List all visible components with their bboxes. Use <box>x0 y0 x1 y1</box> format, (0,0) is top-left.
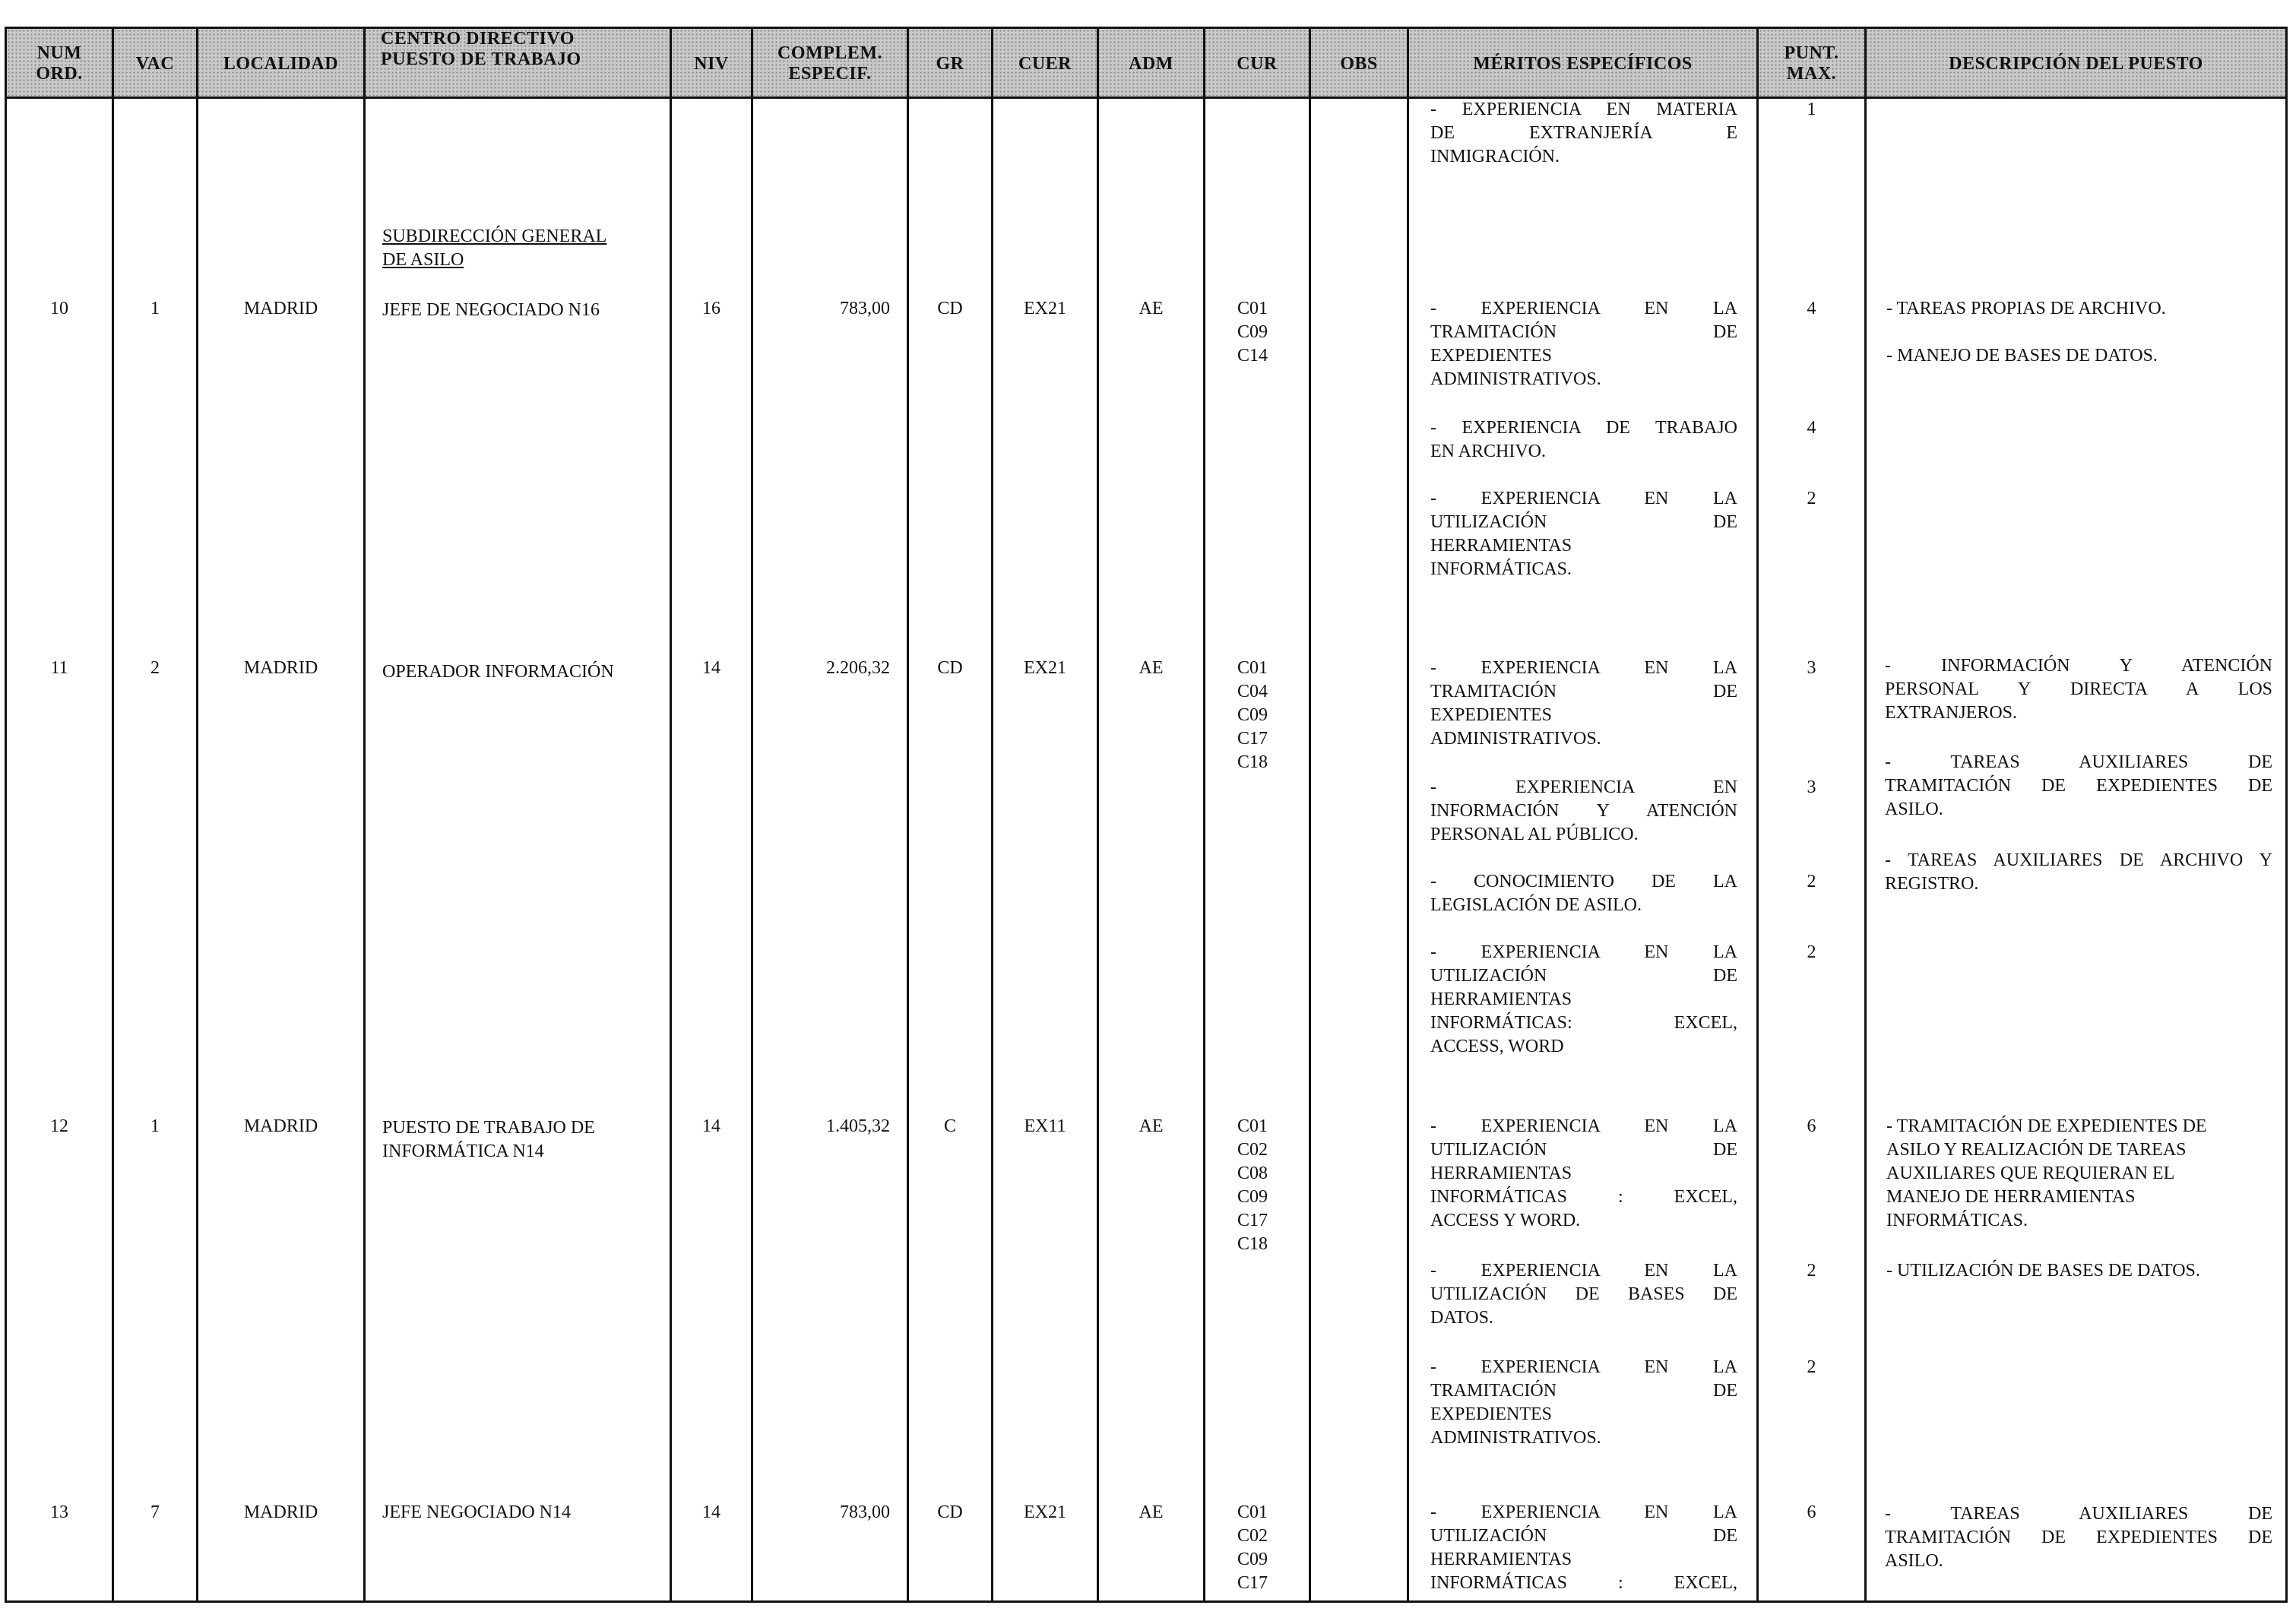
row-puesto <box>382 1501 571 1524</box>
cur-code: C18 <box>1237 752 1268 772</box>
col-divider <box>670 27 672 1603</box>
row-niv: 14 <box>702 1502 720 1522</box>
cur-code: C17 <box>1237 1573 1268 1593</box>
row-localidad: MADRID <box>243 1502 318 1522</box>
descripcion-line: EXTRANJEROS. <box>1885 703 2018 723</box>
col-divider <box>1097 27 1099 1603</box>
merit-line: INFORMACIÓN Y ATENCIÓN <box>1430 801 1737 821</box>
row-puesto-line: INFORMÁTICA N14 <box>382 1141 544 1161</box>
merit-line: - EXPERIENCIA EN LA <box>1430 658 1737 678</box>
merit-line: - EXPERIENCIA EN LA <box>1430 942 1737 962</box>
header-localidad <box>198 29 363 99</box>
row-puesto-line: OPERADOR INFORMACIÓN <box>382 662 614 682</box>
row-puesto-line: JEFE NEGOCIADO N14 <box>382 1502 571 1522</box>
merit-block <box>1430 1115 1737 1233</box>
header-descripcion <box>1867 29 2285 99</box>
merit-line: - EXPERIENCIA EN LA <box>1430 1116 1737 1136</box>
col-divider <box>1407 27 1409 1603</box>
merit-line: EXPEDIENTES <box>1430 705 1552 725</box>
merit-points: 4 <box>1807 418 1816 438</box>
header-vac-label: VAC <box>135 53 175 74</box>
row-adm: AE <box>1138 1116 1164 1136</box>
merit-line: LEGISLACIÓN DE ASILO. <box>1430 895 1642 915</box>
descripcion-block <box>1885 751 2272 822</box>
section-heading <box>382 225 606 272</box>
merit-line: ACCESS, WORD <box>1430 1037 1564 1056</box>
row-complem: 2.206,32 <box>826 658 890 678</box>
header-cur <box>1205 29 1309 99</box>
row-puesto <box>382 660 614 684</box>
descripcion-line: - MANEJO DE BASES DE DATOS. <box>1886 346 2158 366</box>
descripcion-line: MANEJO DE HERRAMIENTAS <box>1886 1187 2136 1207</box>
header-adm <box>1099 29 1203 99</box>
cur-code: C01 <box>1237 1116 1268 1136</box>
merit-points: 2 <box>1807 489 1816 508</box>
header-cuer-label: CUER <box>1018 53 1072 74</box>
row-puesto <box>382 299 600 322</box>
header-descripcion-label: DESCRIPCIÓN DEL PUESTO <box>1949 53 2203 74</box>
row-niv: 14 <box>702 1116 720 1136</box>
header-complem <box>753 29 907 99</box>
descripcion-line: - INFORMACIÓN Y ATENCIÓN <box>1885 656 2272 676</box>
header-vac <box>114 29 196 99</box>
descripcion-block <box>1885 654 2272 725</box>
merit-block <box>1430 870 1737 917</box>
header-num-ord <box>7 29 112 99</box>
row-complem: 783,00 <box>840 299 890 318</box>
row-puesto-line: PUESTO DE TRABAJO DE <box>382 1118 595 1138</box>
row-vac: 7 <box>150 1502 160 1522</box>
merit-line: HERRAMIENTAS <box>1430 1164 1572 1183</box>
merit-line: UTILIZACIÓN DE <box>1430 966 1737 986</box>
merit-line: EN ARCHIVO. <box>1430 442 1547 461</box>
col-divider <box>991 27 993 1603</box>
row-adm: AE <box>1138 299 1164 318</box>
merit-line: ADMINISTRATIVOS. <box>1430 1428 1601 1448</box>
col-divider <box>1309 27 1311 1603</box>
cur-code: C01 <box>1237 299 1268 318</box>
header-centro <box>366 29 670 99</box>
merit-block <box>1430 416 1737 464</box>
row-puesto-line: JEFE DE NEGOCIADO N16 <box>382 300 600 320</box>
merit-line: INFORMÁTICAS : EXCEL, <box>1430 1187 1737 1207</box>
row-vac: 1 <box>150 1116 160 1136</box>
merit-line: EXPEDIENTES <box>1430 1404 1552 1424</box>
header-obs-label: OBS <box>1340 53 1378 74</box>
col-divider <box>751 27 753 1603</box>
row-adm: AE <box>1138 658 1164 678</box>
col-divider <box>196 27 198 1603</box>
merit-line: - EXPERIENCIA EN LA <box>1430 1502 1737 1522</box>
row-cur <box>1237 297 1268 368</box>
merit-line: TRAMITACIÓN DE <box>1430 682 1737 701</box>
merit-line: UTILIZACIÓN DE <box>1430 1140 1737 1160</box>
merit-line: DE EXTRANJERÍA E <box>1430 123 1737 143</box>
row-puesto <box>382 1116 595 1164</box>
merit-line: UTILIZACIÓN DE <box>1430 1526 1737 1546</box>
merit-line: - EXPERIENCIA EN <box>1430 777 1737 797</box>
col-divider <box>1864 27 1867 1603</box>
header-cur-label: CUR <box>1237 53 1278 74</box>
header-gr <box>909 29 991 99</box>
merit-line: INMIGRACIÓN. <box>1430 147 1560 166</box>
header-cuer <box>993 29 1097 99</box>
row-descripcion <box>1886 1115 2207 1283</box>
merit-line: - EXPERIENCIA EN LA <box>1430 489 1737 508</box>
descripcion-line: INFORMÁTICAS. <box>1886 1211 2028 1230</box>
section-heading-line: DE ASILO <box>382 250 464 270</box>
row-gr: CD <box>937 1502 963 1522</box>
col-divider <box>1203 27 1205 1603</box>
merit-line: ADMINISTRATIVOS. <box>1430 729 1601 749</box>
cur-code: C17 <box>1237 1211 1268 1230</box>
descripcion-line: ASILO Y REALIZACIÓN DE TAREAS <box>1886 1140 2187 1160</box>
merit-line: HERRAMIENTAS <box>1430 989 1572 1009</box>
merit-line: DATOS. <box>1430 1308 1493 1328</box>
cur-code: C09 <box>1237 705 1268 725</box>
merit-block <box>1430 776 1737 847</box>
merit-line: EXPEDIENTES <box>1430 346 1552 366</box>
cur-code: C01 <box>1237 1502 1268 1522</box>
row-localidad: MADRID <box>243 1116 318 1136</box>
header-num-ord-line: ORD. <box>36 64 83 84</box>
header-adm-label: ADM <box>1129 53 1173 74</box>
header-punt <box>1759 29 1864 99</box>
row-cur <box>1237 1501 1268 1595</box>
descripcion-line: ASILO. <box>1885 1551 1943 1571</box>
descripcion-line: ASILO. <box>1885 799 1943 819</box>
merit-block <box>1430 941 1737 1059</box>
cur-code: C14 <box>1237 346 1268 366</box>
header-centro-line: PUESTO DE TRABAJO <box>381 49 581 69</box>
merit-points: 2 <box>1807 872 1816 891</box>
merit-line: TRAMITACIÓN DE <box>1430 1381 1737 1401</box>
col-divider <box>907 27 909 1603</box>
row-gr: CD <box>937 299 963 318</box>
section-heading-line: SUBDIRECCIÓN GENERAL <box>382 226 607 246</box>
row-vac: 1 <box>150 299 160 318</box>
row-num: 10 <box>50 299 68 318</box>
header-centro-line: CENTRO DIRECTIVO <box>381 29 575 49</box>
merit-line: INFORMÁTICAS. <box>1430 559 1572 579</box>
merit-points <box>1759 98 1864 122</box>
row-num: 12 <box>50 1116 68 1136</box>
header-localidad-label: LOCALIDAD <box>223 53 339 74</box>
merit-block <box>1430 1501 1737 1595</box>
header-complem-line: ESPECIF. <box>788 64 872 84</box>
cur-code: C09 <box>1237 1550 1268 1569</box>
descripcion-line: PERSONAL Y DIRECTA A LOS <box>1885 679 2272 699</box>
merit-block <box>1430 297 1737 391</box>
descripcion-line: - TRAMITACIÓN DE EXPEDIENTES DE <box>1886 1116 2207 1136</box>
cur-code: C18 <box>1237 1234 1268 1254</box>
descripcion-line: AUXILIARES QUE REQUIERAN EL <box>1886 1164 2175 1183</box>
merit-points: 6 <box>1807 1116 1816 1136</box>
row-cuer: EX21 <box>1024 299 1066 318</box>
descripcion-line: - TAREAS AUXILIARES DE ARCHIVO Y <box>1885 850 2272 870</box>
merit-points: 2 <box>1807 1261 1816 1281</box>
merit-line: TRAMITACIÓN DE <box>1430 322 1737 342</box>
merit-points: 3 <box>1807 658 1816 678</box>
header-punt-line: MAX. <box>1786 64 1837 84</box>
merit-line: - CONOCIMIENTO DE LA <box>1430 872 1737 891</box>
header-obs <box>1311 29 1407 99</box>
row-adm: AE <box>1138 1502 1164 1522</box>
row-cur <box>1237 1115 1268 1256</box>
row-num: 11 <box>50 658 68 678</box>
row-descripcion <box>1886 297 2166 368</box>
descripcion-line: TRAMITACIÓN DE EXPEDIENTES DE <box>1885 776 2272 796</box>
merit-line: - EXPERIENCIA EN LA <box>1430 1261 1737 1281</box>
descripcion-line: - TAREAS AUXILIARES DE <box>1885 752 2272 772</box>
merit-line: - EXPERIENCIA DE TRABAJO <box>1430 418 1737 438</box>
merit-block <box>1430 487 1737 581</box>
descripcion-line: - UTILIZACIÓN DE BASES DE DATOS. <box>1886 1261 2200 1281</box>
header-niv <box>672 29 751 99</box>
descripcion-block <box>1885 1502 2272 1573</box>
merit-line: HERRAMIENTAS <box>1430 1550 1572 1569</box>
cur-code: C02 <box>1237 1526 1268 1546</box>
header-gr-label: GR <box>936 53 964 74</box>
col-divider <box>363 27 366 1603</box>
merit-line: - EXPERIENCIA EN LA <box>1430 1357 1737 1377</box>
merit-line: - EXPERIENCIA EN LA <box>1430 299 1737 318</box>
header-niv-label: NIV <box>694 53 729 74</box>
merit-line: PERSONAL AL PÚBLICO. <box>1430 825 1639 844</box>
descripcion-line: REGISTRO. <box>1885 874 1979 894</box>
col-divider <box>112 27 114 1603</box>
cur-code: C02 <box>1237 1140 1268 1160</box>
descripcion-block <box>1885 849 2272 896</box>
row-localidad: MADRID <box>243 299 318 318</box>
row-cuer: EX21 <box>1024 1502 1066 1522</box>
merit-line: UTILIZACIÓN DE BASES DE <box>1430 1284 1737 1304</box>
cur-code: C09 <box>1237 1187 1268 1207</box>
merit-points: 2 <box>1807 1357 1816 1377</box>
header-meritos-label: MÉRITOS ESPECÍFICOS <box>1473 53 1693 74</box>
descripcion-line: - TAREAS AUXILIARES DE <box>1885 1504 2272 1524</box>
merit-line: - EXPERIENCIA EN MATERIA <box>1430 100 1737 119</box>
merit-line: INFORMÁTICAS: EXCEL, <box>1430 1013 1737 1033</box>
merit-points-value: 1 <box>1807 100 1816 119</box>
row-niv: 16 <box>702 299 720 318</box>
merit-points: 2 <box>1807 942 1816 962</box>
cur-code: C04 <box>1237 682 1268 701</box>
cur-code: C09 <box>1237 322 1268 342</box>
merit-block <box>1430 1259 1737 1330</box>
descripcion-line: - TAREAS PROPIAS DE ARCHIVO. <box>1886 299 2166 318</box>
row-num: 13 <box>50 1502 68 1522</box>
merit-line: UTILIZACIÓN DE <box>1430 512 1737 532</box>
row-cuer: EX11 <box>1024 1116 1066 1136</box>
row-vac: 2 <box>150 658 160 678</box>
merit-line: ACCESS Y WORD. <box>1430 1211 1581 1230</box>
cur-code: C01 <box>1237 658 1268 678</box>
row-niv: 14 <box>702 658 720 678</box>
merit-line: INFORMÁTICAS : EXCEL, <box>1430 1573 1737 1593</box>
merit-line: HERRAMIENTAS <box>1430 536 1572 556</box>
cur-code: C17 <box>1237 729 1268 749</box>
row-localidad: MADRID <box>243 658 318 678</box>
descripcion-line: TRAMITACIÓN DE EXPEDIENTES DE <box>1885 1528 2272 1547</box>
merit-points: 3 <box>1807 777 1816 797</box>
row-gr: C <box>943 1116 956 1136</box>
cur-code: C08 <box>1237 1164 1268 1183</box>
row-complem: 1.405,32 <box>826 1116 890 1136</box>
header-punt-line: PUNT. <box>1784 43 1839 63</box>
header-complem-line: COMPLEM. <box>777 43 882 63</box>
header-num-ord-line: NUM <box>36 43 82 63</box>
header-meritos <box>1409 29 1756 99</box>
merit-block <box>1430 657 1737 751</box>
merit-block <box>1430 1356 1737 1450</box>
row-gr: CD <box>937 658 963 678</box>
merit-block <box>1430 98 1737 169</box>
merit-line: ADMINISTRATIVOS. <box>1430 369 1601 389</box>
row-cuer: EX21 <box>1024 658 1066 678</box>
merit-points: 4 <box>1807 299 1816 318</box>
row-cur <box>1237 657 1268 774</box>
merit-points: 6 <box>1807 1502 1816 1522</box>
row-complem: 783,00 <box>840 1502 890 1522</box>
